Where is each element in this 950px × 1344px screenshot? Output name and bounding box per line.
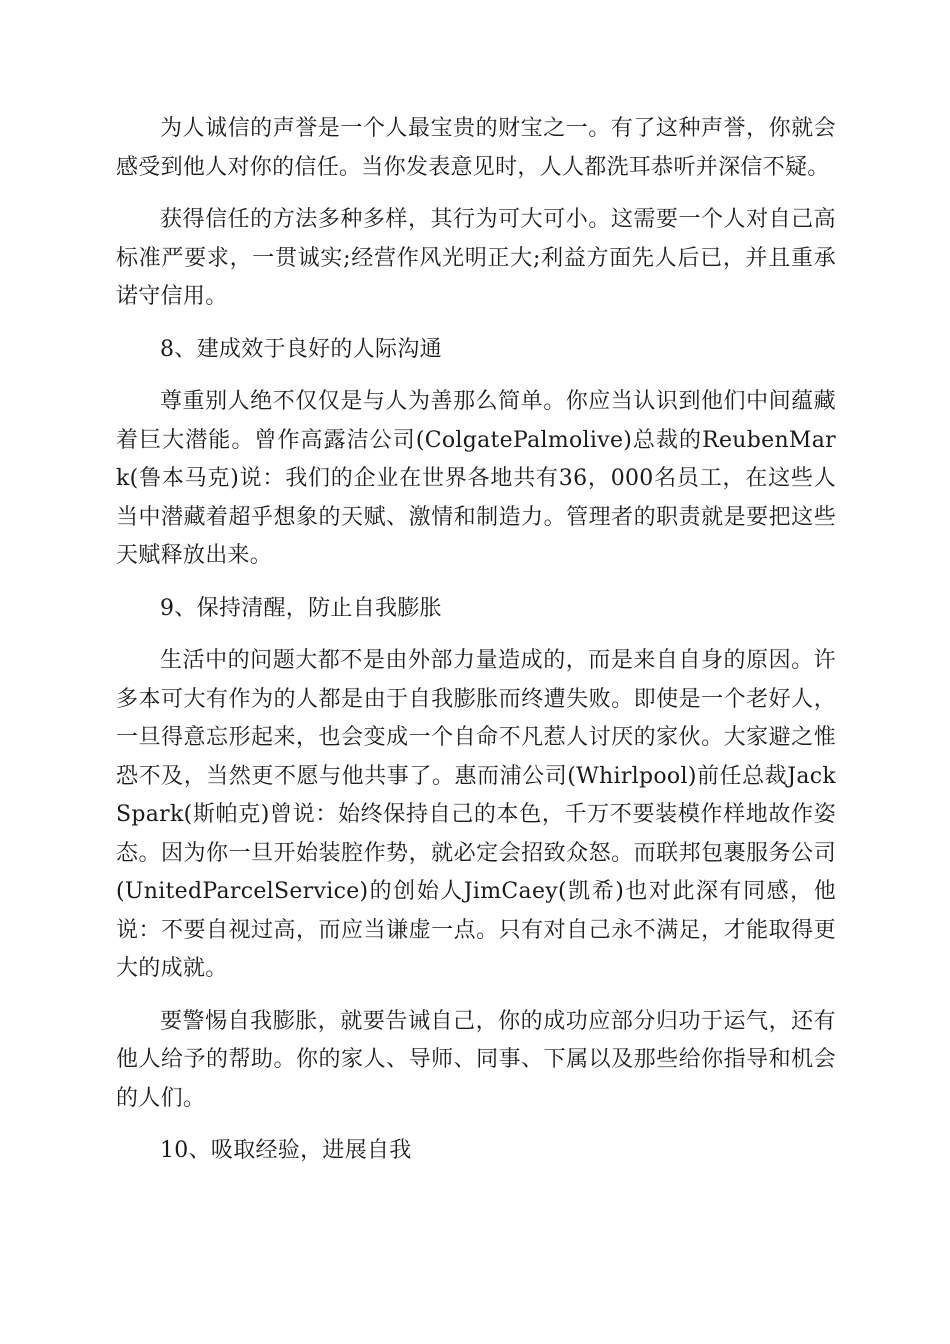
paragraph-respect-others: 尊重别人绝不仅仅是与人为善那么简单。你应当认识到他们中间蕴藏着巨大潜能。曾作高露洁公司(ColgatePalmolive)总裁的ReubenMark(鲁本马克)说：我们的企业在世界各地共有36，000名员工，在这些人当中潜藏着超乎想象的天赋、激情和制造力。管理者的职责就是要把这些天赋释放出来。 — [116, 389, 836, 568]
paragraph-avoid-ego: 生活中的问题大都不是由外部力量造成的，而是来自自身的原因。许多本可大有作为的人都是由于自我膨胀而终遭失败。即使是一个老好人，一旦得意忘形起来，也会变成一个自命不凡惹人讨厌的家伙。大家避之惟恐不及，当然更不愿与他共事了。惠而浦公司(Whirlpool)前任总裁JackSpark(斯帕克)曾说：始终保持自己的本色，千万不要装模作样地故作姿态。因为你一旦开始装腔作势，就必定会招致众怒。而联邦包裹服务公司(UnitedParcelService)的创始人JimCaey(凯希)也对此深有同感，他说：不要自视过高，而应当谦虚一点。只有对自己永不满足，才能取得更大的成就。 — [116, 648, 836, 981]
document-body — [116, 110, 836, 1185]
section-heading-10: 10、吸取经验，进展自我 — [160, 1138, 412, 1163]
section-heading-9: 9、保持清醒，防止自我膨胀 — [160, 595, 442, 621]
paragraph-integrity-reputation: 为人诚信的声誉是一个人最宝贵的财宝之一。有了这种声誉，你就会感受到他人对你的信任。当你发表意见时，人人都洗耳恭听并深信不疑。 — [116, 116, 836, 180]
paragraph-beware-ego: 要警惕自我膨胀，就要告诫自己，你的成功应部分归功于运气，还有他人给予的帮助。你的家人、导师、同事、下属以及那些给你指导和机会的人们。 — [116, 1008, 836, 1111]
paragraph-earning-trust: 获得信任的方法多种多样，其行为可大可小。这需要一个人对自己高标准严要求，一贯诚实;经营作风光明正大;利益方面先人后已，并且重承诺守信用。 — [116, 207, 836, 309]
section-heading-8: 8、建成效于良好的人际沟通 — [160, 336, 442, 362]
